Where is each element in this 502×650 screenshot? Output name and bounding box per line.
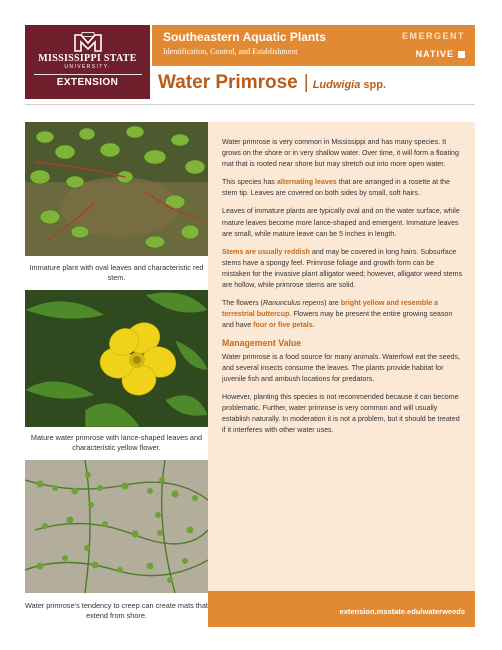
- paragraph-leaf-shape: Leaves of immature plants are typically oval and on the water surface, while mature leaves become more lance-shaped and emergent. Immature leaves are small, while mature leave can be 5 inches in length.: [222, 207, 460, 238]
- logo-divider: [34, 74, 142, 75]
- photo-caption-2: Mature water primrose with lance-shaped leaves and characteristic yellow flower.: [30, 433, 203, 452]
- scientific-name: [313, 79, 386, 91]
- status-tag: [416, 49, 465, 59]
- text-span: ) are: [324, 299, 341, 308]
- text-span: This species has: [222, 178, 277, 187]
- common-name: Water Primrose: [158, 72, 298, 93]
- text-italic: Ranunculus repens: [263, 299, 325, 308]
- status-tag-label: NATIVE: [415, 49, 454, 59]
- msu-extension-logo: [25, 25, 150, 99]
- highlight-flower-color: bright yellow and resemble a terrestrial buttercup: [222, 299, 439, 319]
- paragraph-leaves: [222, 177, 464, 199]
- paragraph-stems: [222, 247, 464, 291]
- photo-mature-flower: [25, 290, 208, 427]
- text-span: and may be covered in long hairs. Subsurface stems have a spongy feel. Primrose foliage and growth form can be mistaken for the invasive plant alligator weed; however, alligator weed stems are hollow, while primrose stems are solid.: [222, 247, 463, 290]
- photo-caption-1: Immature plant with oval leaves and characteristic red stem.: [29, 263, 204, 282]
- square-icon: [458, 51, 465, 58]
- series-banner: [152, 25, 475, 66]
- logo-name: MISSISSIPPI STATE: [38, 53, 137, 64]
- msu-m-emblem-icon: [73, 32, 103, 52]
- photo-immature-plant: [25, 122, 208, 256]
- paragraph-recommendation: However, planting this species is not recommended because it can become problematic. Further, water primrose is very common and will usually establish naturally. In moderation it is not a problem, but it should be treated if it interferes with other water uses.: [222, 392, 460, 435]
- footer-bar: [208, 591, 475, 627]
- logo-university: UNIVERSITY.: [64, 64, 111, 70]
- series-subtitle: Identification, Control, and Establishment: [163, 47, 298, 56]
- series-title: Southeastern Aquatic Plants: [163, 30, 326, 44]
- highlight-petals: four or five petals: [253, 321, 313, 330]
- text-span: .: [312, 321, 315, 330]
- paragraph-flowers: [222, 298, 464, 331]
- text-span: that are arranged in a rosette at the stem tip. Leaves are covered on both sides by small, soft hairs.: [222, 178, 450, 198]
- title-divider: [25, 104, 475, 105]
- paragraph-management: Water primrose is a food source for many animals. Waterfowl eat the seeds, and several insects consume the leaves. The plants provide habitat for juvenile fish and ambush locations for predators.: [222, 352, 460, 383]
- highlight-alternating-leaves: alternating leaves: [276, 178, 337, 187]
- article-body: [222, 137, 464, 443]
- text-span: The flowers (: [222, 299, 263, 308]
- scientific-suffix: spp.: [360, 79, 387, 91]
- paragraph-overview: Water primrose is very common in Mississippi and has many species. It grows on the shore or in very shallow water. Over time, it will form a floating mat that is rooted near shore but may stretch out into more open water.: [222, 138, 459, 169]
- text-span: . Flowers may be present the entire growing season and have: [222, 310, 453, 330]
- section-heading-management: Management Value: [222, 338, 302, 349]
- page-title: [158, 72, 386, 102]
- category-tag: EMERGENT: [401, 31, 465, 41]
- footer-url-link[interactable]: extension.msstate.edu/waterweeds: [339, 607, 465, 616]
- photo-creeping-mat: [25, 460, 208, 593]
- highlight-stems: Stems are usually reddish: [222, 247, 310, 256]
- photo-caption-3: Water primrose’s tendency to creep can create mats that extend from shore.: [25, 601, 208, 620]
- scientific-genus: Ludwigia: [312, 79, 361, 91]
- logo-extension: EXTENSION: [56, 77, 119, 88]
- title-separator: |: [303, 72, 309, 93]
